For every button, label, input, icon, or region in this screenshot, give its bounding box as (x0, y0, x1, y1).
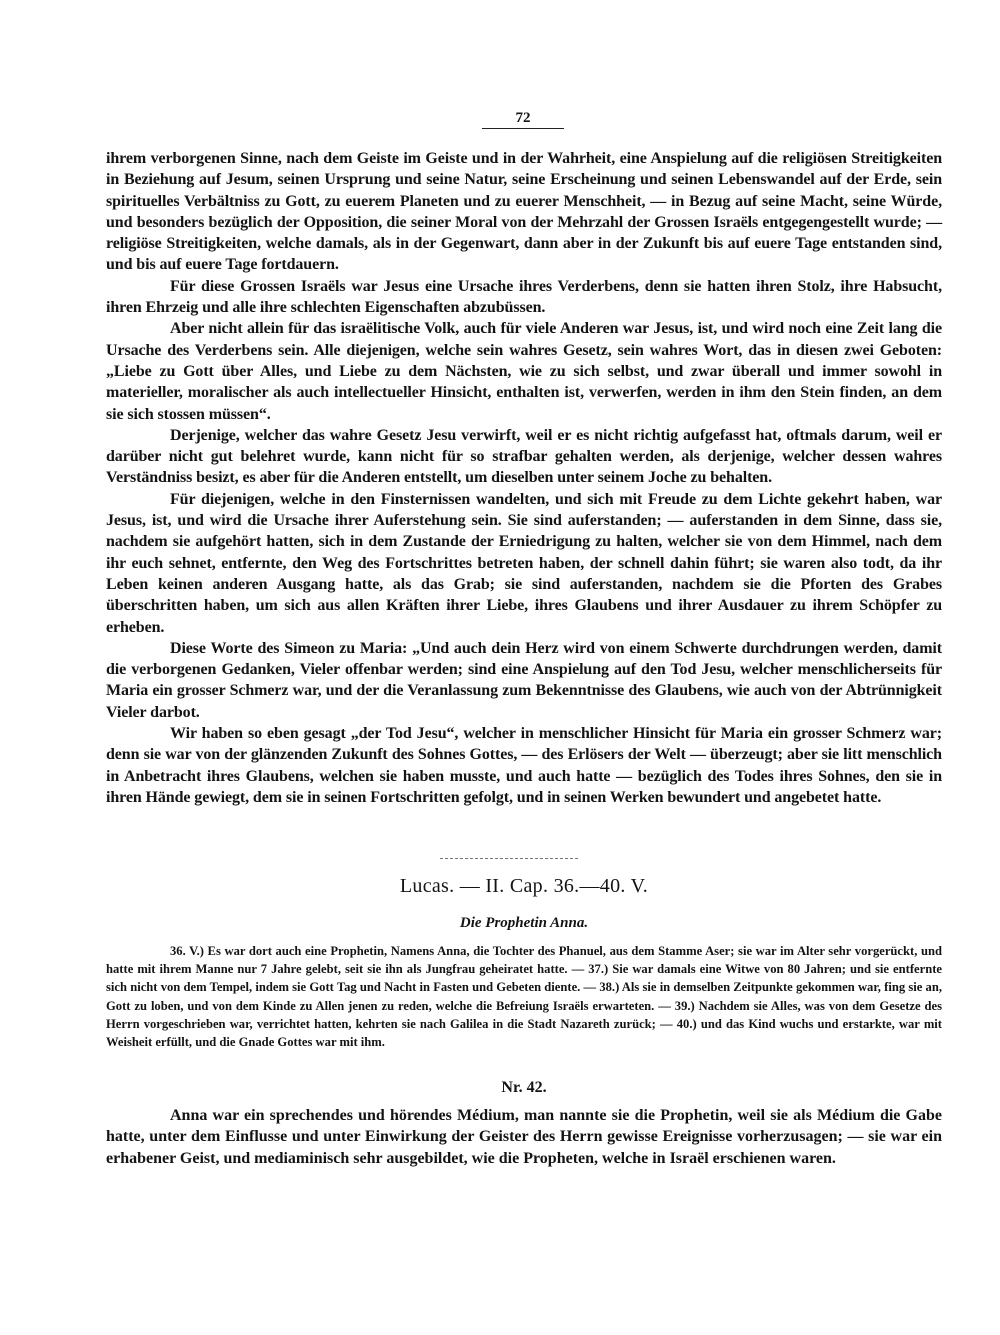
commentary (106, 1105, 942, 1169)
section-subheading: Die Prophetin Anna. (459, 915, 589, 931)
paragraph-7: Wir haben so eben gesagt „der Tod Jesu“, welcher in menschlicher Hinsicht für Maria ein grosser Schmerz war; denn sie war von der glänzenden Zukunft des Sohnes Gottes, — des Erlösers der Welt — überzeugt; aber sie litt menschlich in Anbetracht ihres Glaubens, welchen sie haben musste, und auch hatte — bezüglich des Todes ihres Sohnes, den sie in ihren Hände gewiegt, dem sie in seinen Fortschritten gefolgt, und in seinen Werken bewundert und angebetet hatte. (106, 725, 942, 806)
section-heading: Lucas. — II. Cap. 36.—40. V. (399, 875, 649, 897)
paragraph-6: Diese Worte des Simeon zu Maria: „Und auch dein Herz wird von einem Schwerte durchdrungen werden, damit die verborgenen Gedanken, Vieler offenbar werden; sind eine Anspielung auf den Tod Jesu, welcher menschlicherseits für Maria ein grosser Schmerz war, und der die Veranlassung zum Bekenntnisse des Glaubens, wie auch von der Abtrünnigkeit Vieler darbot. (106, 639, 942, 721)
page-number-rule (482, 128, 564, 129)
paragraph-2: Für diese Grossen Israëls war Jesus eine Ursache ihres Verderbens, denn sie hatten ihren Stolz, ihre Habsucht, ihren Ehrzeig und alle ihre schlechten Eigenschaften abzubüssen. (106, 277, 942, 317)
paragraph-1: ihrem verborgenen Sinne, nach dem Geiste im Geiste und in der Wahrheit, eine Anspielung auf die religiösen Streitigkeiten in Beziehung auf Jesum, seinen Ursprung und seine Natur, seine Erscheinung und seinen Lebenswandel auf der Erde, sein spirituelles Verbältniss zu Gott, zu euerem Planeten und zu euerer Menschheit, — in Bezug auf seine Macht, seine Würde, und besonders bezüglich der Opposition, die seiner Moral von der Mehrzahl der Grossen Israëls entgegengestellt wurde; — religiöse Streitigkeiten, welche damals, als in der Gegenwart, dann aber in der Zukunft bis auf euere Tage entstanden sind, und bis auf euere Tage fortdauern. (106, 150, 942, 274)
paragraph-3: Aber nicht allein für das israëlitische Volk, auch für viele Anderen war Jesus, ist, und wird noch eine Zeit lang die Ursache des Verderbens sein. Alle diejenigen, welche sein wahres Gesetz, sein wahres Wort, das in diesen zwei Geboten: „Liebe zu Gott über Alles, und Liebe zu dem Nächsten, wie zu sich selbst, und zwar überall und immer sowohl in materieller, moralischer als auch intellectueller Hinsicht, enthalten ist, verwerfen, werden in ihm den Stein finden, an dem sie sich stossen müssen“. (106, 320, 942, 423)
main-text (106, 148, 942, 808)
number-heading: Nr. 42. (501, 1079, 547, 1096)
paragraph-5: Für diejenigen, welche in den Finsternissen wandelten, und sich mit Freude zu dem Lichte gekehrt haben, war Jesus, ist, und wird die Ursache ihrer Auferstehung sein. Sie sind auferstanden; — auferstanden in dem Sinne, dass sie, nachdem sie aufgehört hatten, sich in dem Zustande der Erniedrigung zu halten, welcher sie von dem Himmel, nach dem ihr euch sehnet, entfernte, den Weg des Fortschrittes betreten haben, der schnell dahin führt; sie waren also todt, da ihr Leben keinen anderen Ausgang hatte, als das Grab; sie sind auferstanden, nachdem sie die Pforten des Grabes überschritten haben, um sich aus allen Kräften ihrer Liebe, ihres Glaubens und ihrer Ausdauer zu ihrem Schöpfer zu erheben. (106, 490, 942, 636)
commentary-text: Anna war ein sprechendes und hörendes Médium, man nannte sie die Prophetin, weil sie als Médium die Gabe hatte, unter dem Einflusse und unter Einwirkung der Geister des Herrn gewisse Ereignisse vorherzusagen; — sie war ein erhabener Geist, und mediaminisch sehr ausgebildet, wie die Propheten, welche in Israël erschienen waren. (106, 1107, 942, 1167)
scripture-text: 36. V.) Es war dort auch eine Prophetin, Namens Anna, die Tochter des Phanuel, aus dem Stamme Aser; sie war im Alter sehr vorgerückt, und hatte mit ihrem Manne nur 7 Jahre gelebt, seit sie ihn als Jungfrau geheiratet hatte. — 37.) Sie war damals eine Witwe von 80 Jahren; und sie entfernte sich nicht von dem Tempel, indem sie Gott Tag und Nacht in Fasten und Gebeten diente. — 38.) Als sie in demselben Zeitpunkte gekommen war, fing sie an, Gott zu loben, und von dem Kinde zu Allen jenen zu reden, welche die Befreiung Israëls erwarteten. — 39.) Nachdem sie Alles, was von dem Gesetze des Herrn vorgeschrieben war, verrichtet hatten, kehrten sie nach Galilea in die Stadt Nazareth zurück; — 40.) und das Kind wuchs und erstarkte, war mit Weisheit erfüllt, und die Gnade Gottes war mit ihm. (106, 944, 942, 1050)
page-number: 72 (515, 110, 531, 126)
scripture-passage (106, 942, 942, 1051)
section-separator (440, 858, 578, 859)
paragraph-4: Derjenige, welcher das wahre Gesetz Jesu verwirft, weil er es nicht richtig aufgefasst hat, oftmals darum, weil er darüber nicht gut belehret wurde, kann nicht für so strafbar gehalten werden, als derjenige, welcher dessen wahres Verständniss besizt, es aber für die Anderen entstellt, um dieselben unter seinem Joche zu behalten. (106, 426, 942, 487)
